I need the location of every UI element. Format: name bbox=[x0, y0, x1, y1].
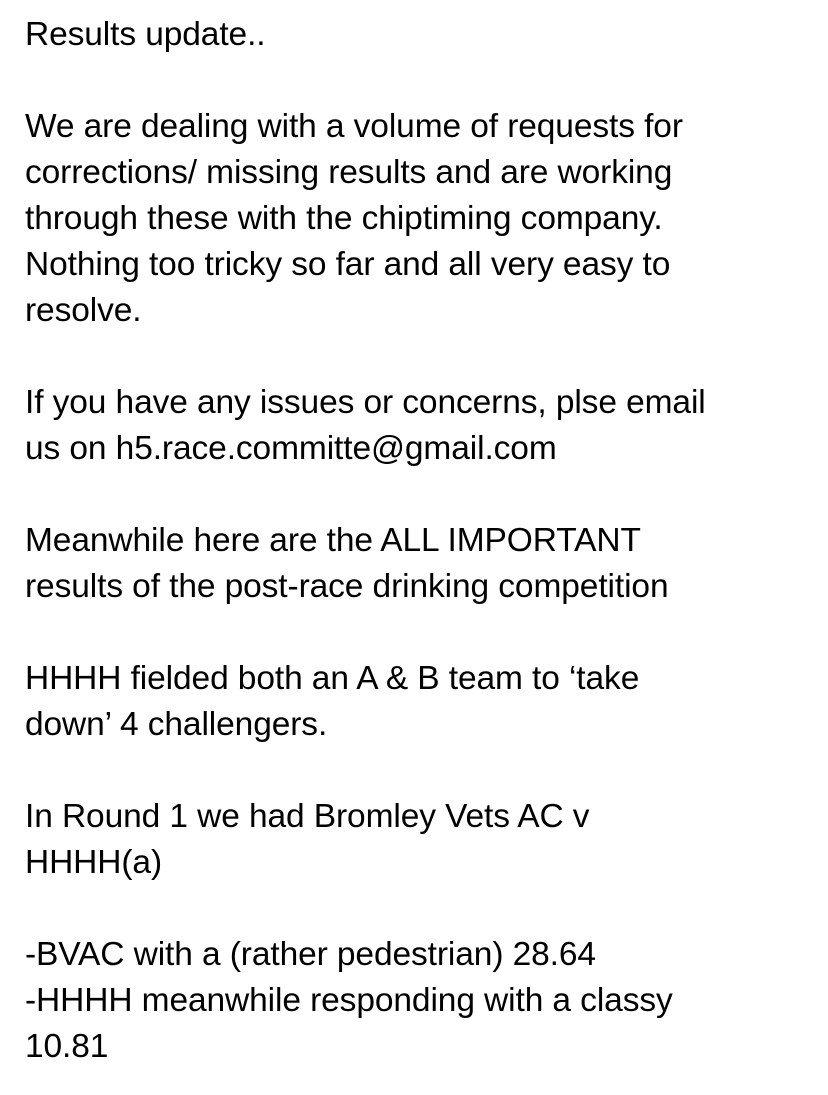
blank-line bbox=[25, 58, 815, 104]
text-line: HHHH(a) bbox=[25, 844, 163, 881]
text-line: HHHH fielded both an A & B team to ‘take bbox=[25, 660, 640, 697]
blank-line bbox=[25, 610, 815, 656]
paragraph-results-corrections bbox=[25, 104, 815, 334]
blank-line bbox=[25, 886, 815, 932]
paragraph-teams bbox=[25, 656, 815, 748]
text-line: through these with the chiptiming company. bbox=[25, 200, 663, 237]
text-line: corrections/ missing results and are working bbox=[25, 154, 673, 191]
paragraph-round-1 bbox=[25, 794, 815, 886]
paragraph-round-1-times bbox=[25, 932, 815, 1070]
paragraph-drinking-competition-intro bbox=[25, 518, 815, 610]
text-line: resolve. bbox=[25, 292, 142, 329]
text-line: 10.81 bbox=[25, 1028, 109, 1065]
text-line: -HHHH meanwhile responding with a classy bbox=[25, 982, 673, 1019]
text-line: Nothing too tricky so far and all very easy to bbox=[25, 246, 671, 283]
text-line: In Round 1 we had Bromley Vets AC v bbox=[25, 798, 590, 835]
text-line: Meanwhile here are the ALL IMPORTANT bbox=[25, 522, 641, 559]
blank-line bbox=[25, 748, 815, 794]
blank-line bbox=[25, 334, 815, 380]
email-line: us on h5.race.committe@gmail.com bbox=[25, 430, 557, 467]
note-body bbox=[25, 12, 815, 1070]
text-line: down’ 4 challengers. bbox=[25, 706, 328, 743]
text-line: If you have any issues or concerns, plse email bbox=[25, 384, 706, 421]
text-line: -BVAC with a (rather pedestrian) 28.64 bbox=[25, 936, 596, 973]
blank-line bbox=[25, 472, 815, 518]
paragraph-contact-email bbox=[25, 380, 815, 472]
text-line: results of the post-race drinking competition bbox=[25, 568, 669, 605]
note-title: Results update.. bbox=[25, 16, 266, 53]
text-line: We are dealing with a volume of requests for bbox=[25, 108, 683, 145]
